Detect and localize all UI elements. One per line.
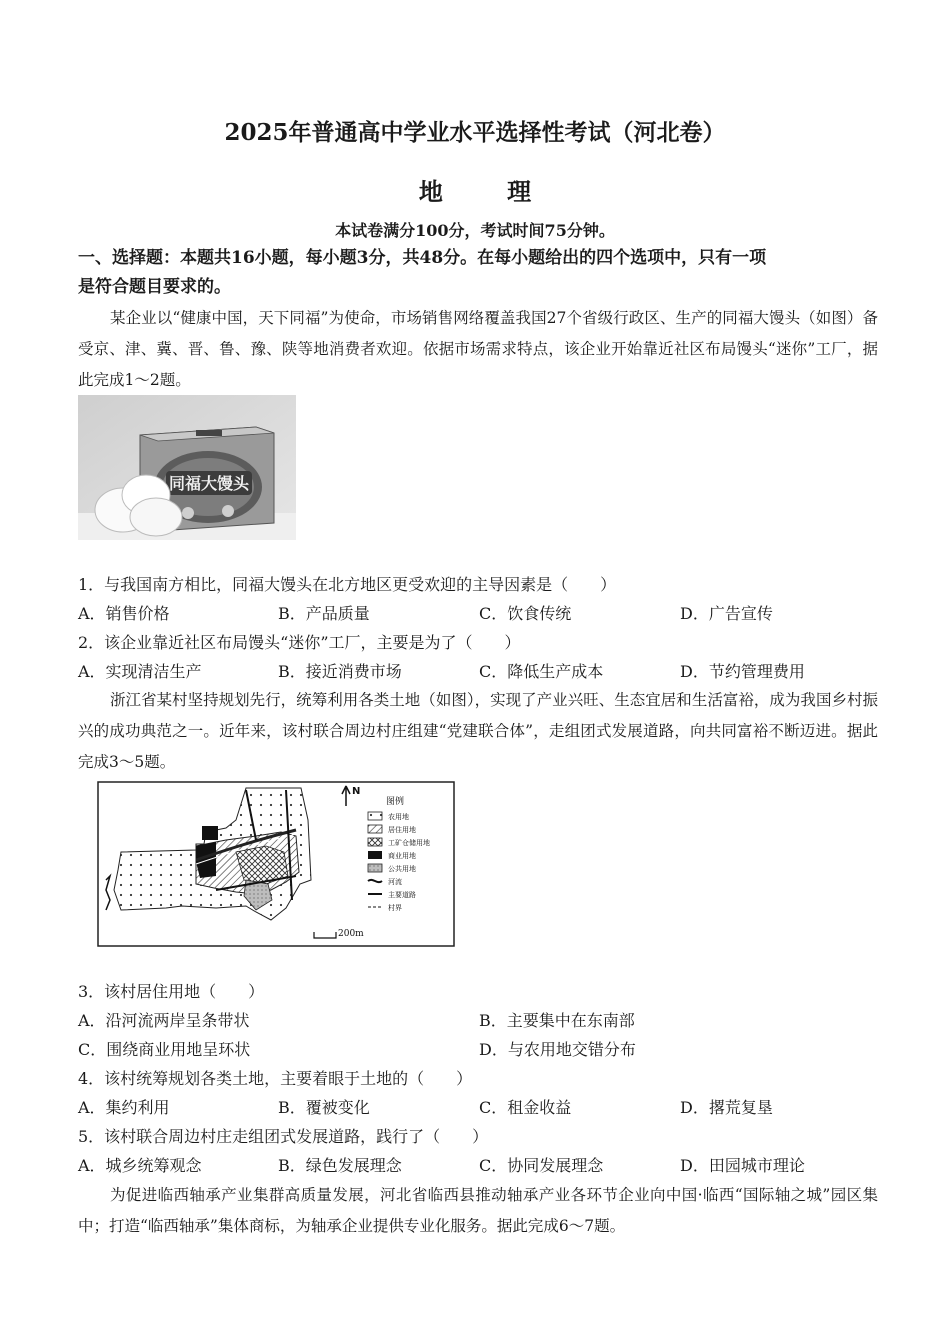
q2-option-b: B．接近消费市场 (278, 662, 402, 681)
scale-label: 200m (338, 929, 364, 939)
q3-option-c: C．围绕商业用地呈环状 (78, 1040, 251, 1059)
section-heading-line1: 一、选择题：本题共16小题，每小题3分，共48分。在每小题给出的四个选项中，只有一项 (78, 248, 767, 268)
steamed-bun-photo (78, 395, 296, 540)
legend-public: 公共用地 (388, 865, 416, 873)
q5-option-c: C．协同发展理念 (479, 1156, 604, 1175)
q3-option-a: A．沿河流两岸呈条带状 (78, 1011, 250, 1030)
q1-option-b: B．产品质量 (278, 604, 370, 623)
legend-commercial: 商业用地 (388, 852, 416, 860)
subject-title: 地 理 (418, 177, 560, 206)
passage-3: 为促进临西轴承产业集群高质量发展，河北省临西县推动轴承产业各环节企业向中国·临西“国际轴之城”园区集中；打造“临西轴承”集体商标，为轴承企业提供专业化服务。据此完成6～7题。 (78, 1186, 878, 1235)
q5-option-b: B．绿色发展理念 (278, 1156, 402, 1175)
q2-option-a: A．实现清洁生产 (78, 662, 202, 681)
exam-title: 2025年普通高中学业水平选择性考试（河北卷） (224, 119, 726, 146)
q4-option-b: B．覆被变化 (278, 1098, 370, 1117)
question-1: 1．与我国南方相比，同福大馒头在北方地区更受欢迎的主导因素是（ ） (78, 575, 617, 594)
legend-river: 河流 (388, 878, 402, 886)
legend-industrial: 工矿仓储用地 (388, 839, 430, 847)
photo-label: 同福大馒头 (168, 474, 250, 493)
legend-title: 图例 (386, 797, 405, 807)
q2-option-d: D．节约管理费用 (680, 662, 805, 681)
passage-1: 某企业以“健康中国，天下同福”为使命，市场销售网络覆盖我国27个省级行政区、生产的同福大馒头（如图）备受京、津、冀、晋、鲁、豫、陕等地消费者欢迎。依据市场需求特点，该企业开始靠近社区布局馒头“迷你”工厂，据此完成1～2题。 (78, 309, 878, 389)
q2-option-c: C．降低生产成本 (479, 662, 604, 681)
section-heading (78, 244, 878, 302)
q1-option-d: D．广告宣传 (680, 604, 773, 623)
land-use-map (96, 780, 456, 948)
exam-note: 本试卷满分100分，考试时间75分钟。 (335, 221, 615, 240)
q4-option-c: C．租金收益 (479, 1098, 572, 1117)
legend-boundary: 村界 (388, 904, 402, 912)
question-3: 3．该村居住用地（ ） (78, 982, 265, 1001)
section-heading-line2: 是符合题目要求的。 (78, 277, 231, 297)
q4-option-a: A．集约利用 (78, 1098, 170, 1117)
q5-option-a: A．城乡统筹观念 (78, 1156, 202, 1175)
north-label: N (352, 786, 361, 797)
q1-option-a: A．销售价格 (78, 604, 170, 623)
question-4: 4．该村统筹规划各类土地，主要着眼于土地的（ ） (78, 1069, 473, 1088)
q3-option-d: D．与农用地交错分布 (479, 1040, 636, 1059)
q4-option-d: D．撂荒复垦 (680, 1098, 773, 1117)
q5-option-d: D．田园城市理论 (680, 1156, 805, 1175)
legend-residential: 居住用地 (388, 826, 416, 834)
q3-option-b: B．主要集中在东南部 (479, 1011, 635, 1030)
passage-2: 浙江省某村坚持规划先行，统筹利用各类土地（如图），实现了产业兴旺、生态宜居和生活富裕，成为我国乡村振兴的成功典范之一。近年来，该村联合周边村庄组建“党建联合体”，走组团式发展道路，向共同富裕不断迈进。据此完成3～5题。 (78, 691, 878, 771)
legend-road: 主要道路 (388, 891, 416, 899)
legend-farmland: 农用地 (388, 813, 409, 821)
question-2: 2．该企业靠近社区布局馒头“迷你”工厂，主要是为了（ ） (78, 633, 521, 652)
q1-option-c: C．饮食传统 (479, 604, 572, 623)
bun-right (130, 498, 182, 536)
question-5: 5．该村联合周边村庄走组团式发展道路，践行了（ ） (78, 1127, 489, 1146)
